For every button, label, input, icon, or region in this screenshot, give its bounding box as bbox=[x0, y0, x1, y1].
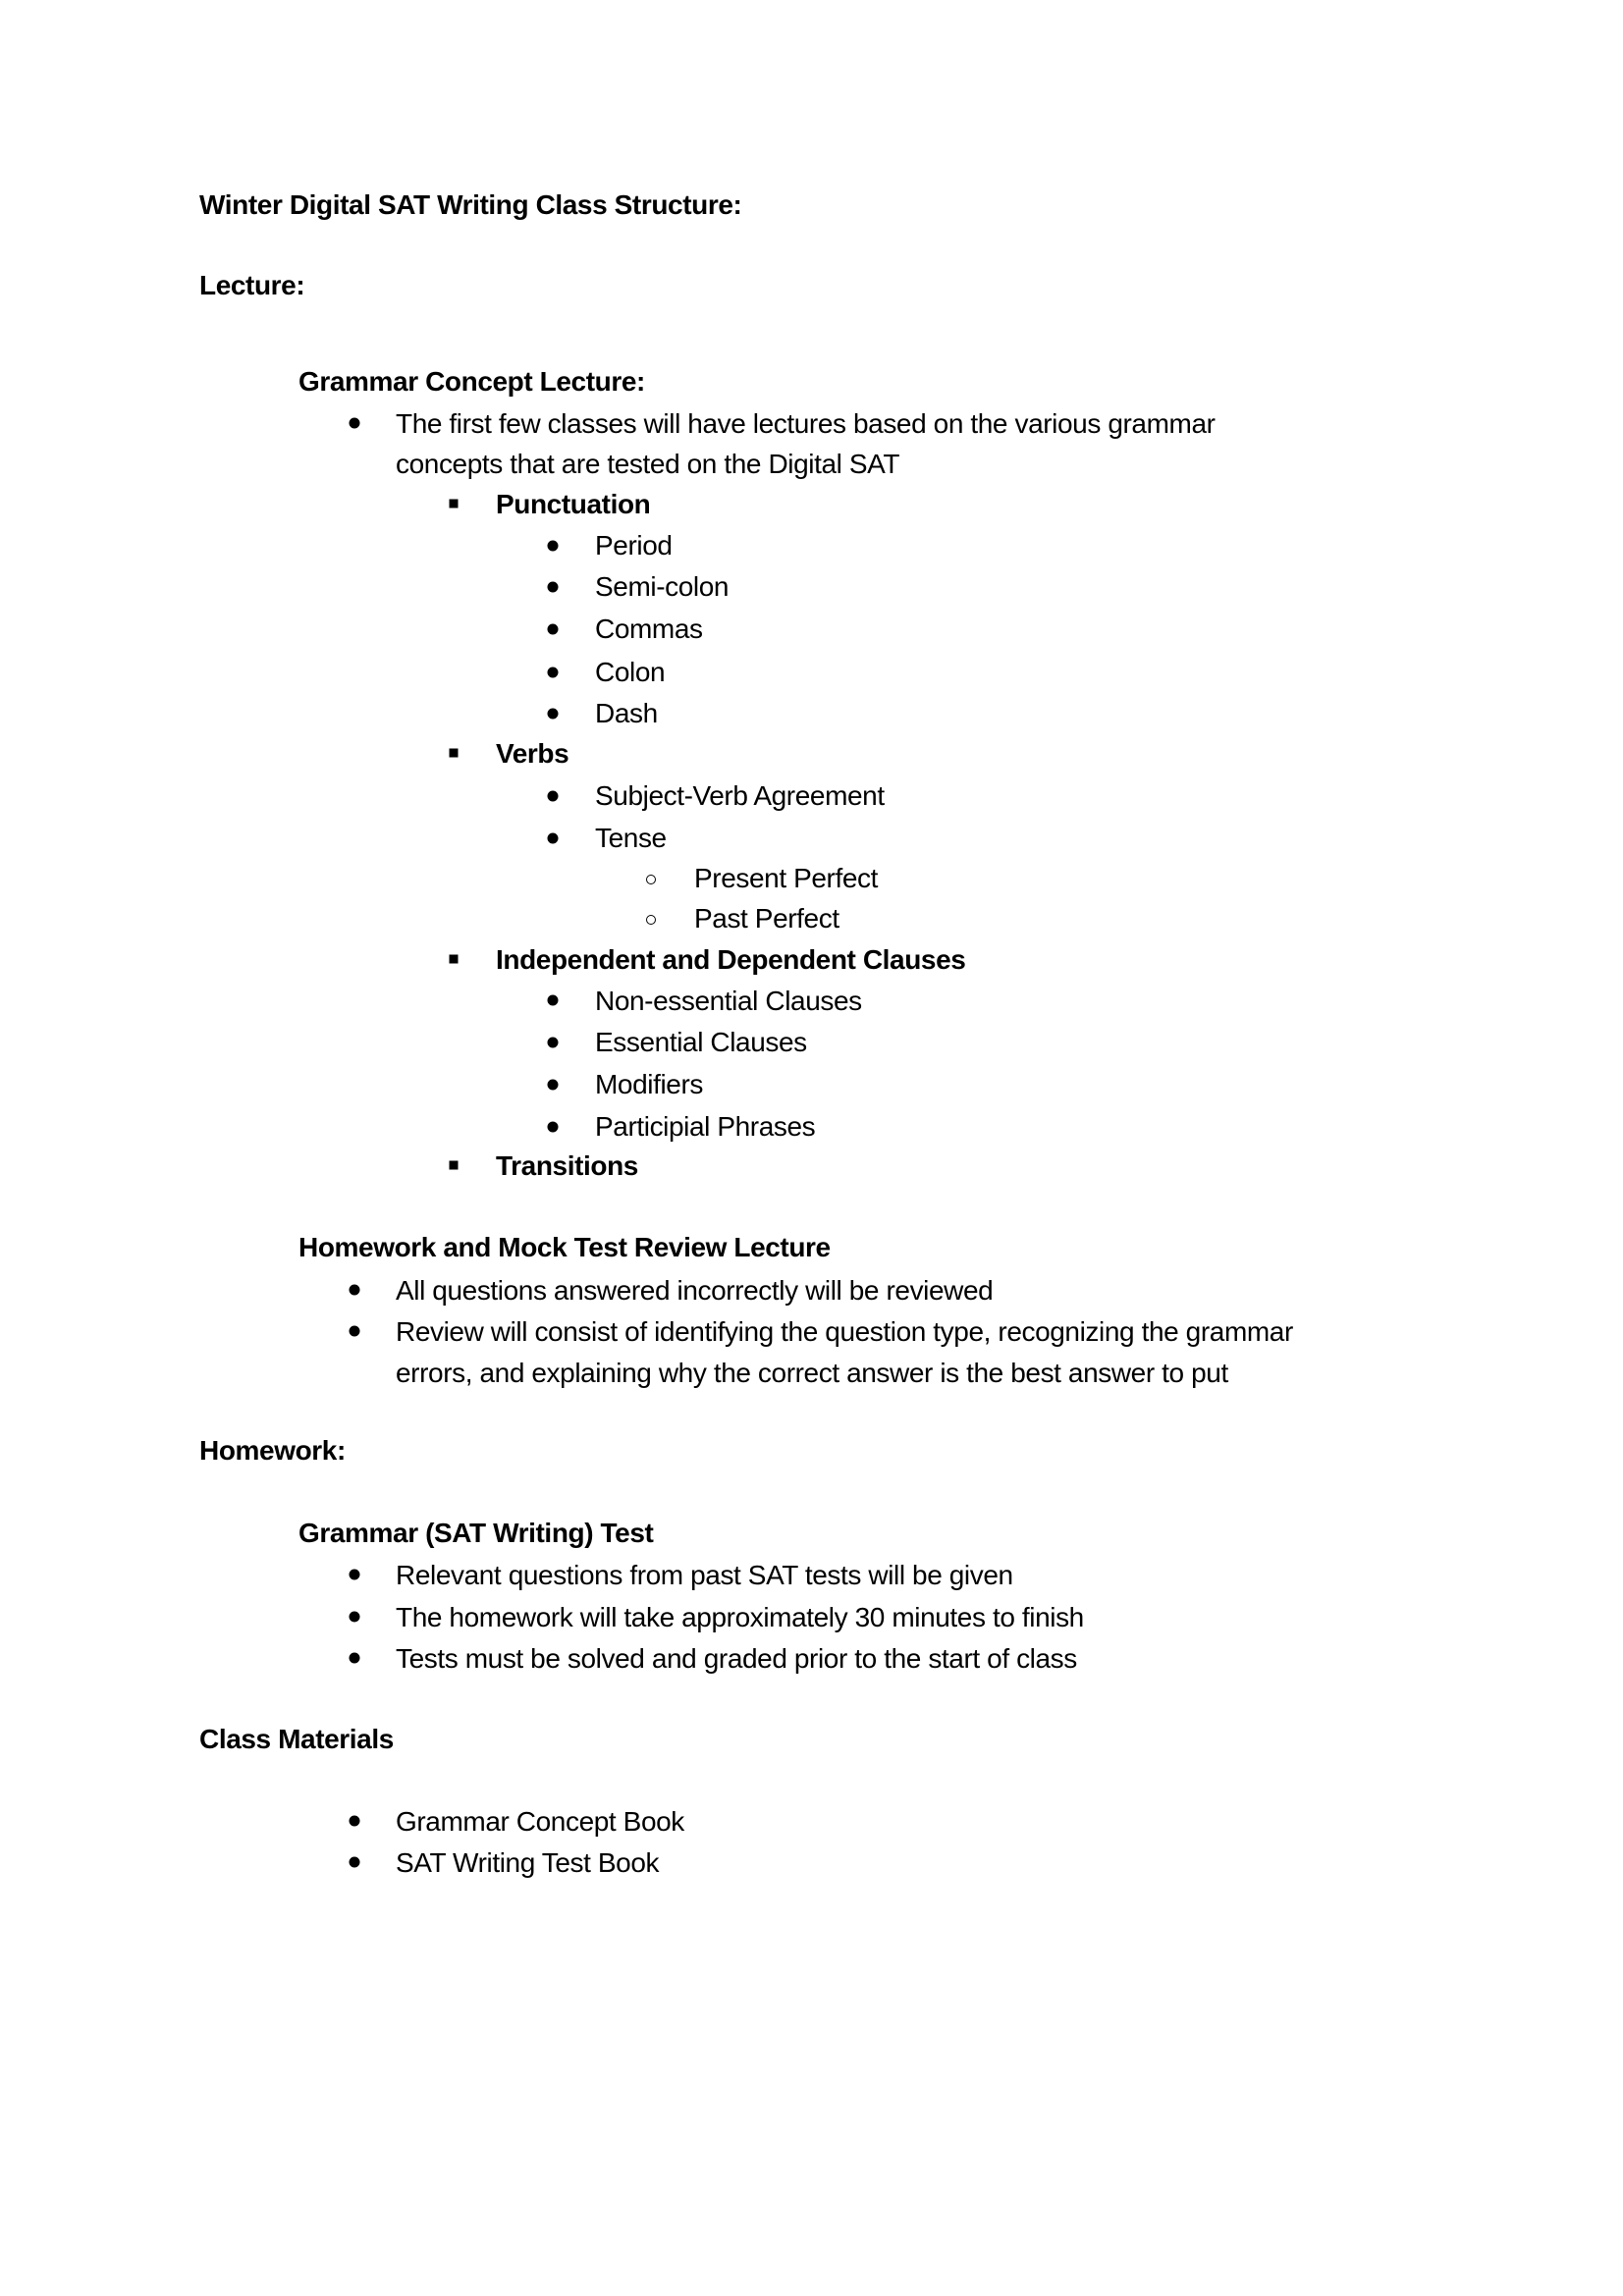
bullet-icon bbox=[548, 995, 559, 1006]
list-item: Semi-colon bbox=[595, 571, 730, 602]
bullet-icon bbox=[548, 833, 559, 844]
bullet-icon bbox=[350, 1570, 360, 1580]
bullet-icon bbox=[350, 1326, 360, 1337]
bullet-icon bbox=[350, 1653, 360, 1664]
list-item: SAT Writing Test Book bbox=[396, 1847, 660, 1878]
list-item: Past Perfect bbox=[694, 903, 839, 934]
list-item-continuation: concepts that are tested on the Digital SAT bbox=[396, 449, 900, 479]
bullet-icon bbox=[548, 1122, 559, 1133]
topic-verbs: Verbs bbox=[496, 738, 569, 769]
topic-transitions: Transitions bbox=[496, 1150, 638, 1181]
list-item: Tense bbox=[595, 823, 667, 853]
list-item: The homework will take approximately 30 minutes to finish bbox=[396, 1602, 1084, 1632]
list-item: Grammar Concept Book bbox=[396, 1806, 684, 1837]
subheading-grammar-concept-lecture: Grammar Concept Lecture: bbox=[298, 366, 645, 397]
bullet-icon bbox=[548, 1038, 559, 1048]
list-item: Commas bbox=[595, 614, 703, 644]
list-item: Essential Clauses bbox=[595, 1027, 807, 1057]
bullet-icon bbox=[548, 667, 559, 678]
list-item: Review will consist of identifying the question type, recognizing the grammar bbox=[396, 1316, 1293, 1347]
bullet-icon bbox=[548, 709, 559, 720]
list-item: The first few classes will have lectures based on the various grammar bbox=[396, 408, 1216, 439]
hollow-circle-bullet-icon bbox=[646, 875, 656, 884]
list-item: All questions answered incorrectly will be reviewed bbox=[396, 1275, 994, 1306]
list-item: Tests must be solved and graded prior to the start of class bbox=[396, 1643, 1077, 1674]
list-item: Colon bbox=[595, 657, 666, 687]
list-item: Subject-Verb Agreement bbox=[595, 780, 885, 811]
subheading-review-lecture: Homework and Mock Test Review Lecture bbox=[298, 1232, 831, 1262]
square-bullet-icon bbox=[450, 1161, 459, 1170]
list-item: Modifiers bbox=[595, 1069, 703, 1099]
bullet-icon bbox=[548, 791, 559, 802]
list-item: Relevant questions from past SAT tests will be given bbox=[396, 1560, 1013, 1590]
bullet-icon bbox=[350, 418, 360, 429]
list-item: Period bbox=[595, 530, 673, 561]
bullet-icon bbox=[548, 624, 559, 635]
square-bullet-icon bbox=[450, 500, 459, 508]
list-item: Present Perfect bbox=[694, 863, 878, 893]
list-item-continuation: errors, and explaining why the correct answer is the best answer to put bbox=[396, 1358, 1228, 1388]
section-heading-class-materials: Class Materials bbox=[199, 1724, 394, 1754]
bullet-icon bbox=[548, 541, 559, 552]
bullet-icon bbox=[548, 582, 559, 593]
section-heading-lecture: Lecture: bbox=[199, 270, 305, 300]
bullet-icon bbox=[350, 1612, 360, 1623]
section-heading-homework: Homework: bbox=[199, 1435, 346, 1466]
square-bullet-icon bbox=[450, 955, 459, 964]
bullet-icon bbox=[350, 1857, 360, 1868]
list-item: Participial Phrases bbox=[595, 1111, 816, 1142]
subheading-grammar-test: Grammar (SAT Writing) Test bbox=[298, 1518, 654, 1548]
square-bullet-icon bbox=[450, 749, 459, 758]
bullet-icon bbox=[548, 1080, 559, 1091]
list-item: Dash bbox=[595, 698, 658, 728]
page-title: Winter Digital SAT Writing Class Structure: bbox=[199, 189, 742, 220]
list-item: Non-essential Clauses bbox=[595, 986, 862, 1016]
bullet-icon bbox=[350, 1816, 360, 1827]
topic-punctuation: Punctuation bbox=[496, 489, 651, 519]
topic-clauses: Independent and Dependent Clauses bbox=[496, 944, 966, 975]
bullet-icon bbox=[350, 1285, 360, 1296]
hollow-circle-bullet-icon bbox=[646, 915, 656, 925]
